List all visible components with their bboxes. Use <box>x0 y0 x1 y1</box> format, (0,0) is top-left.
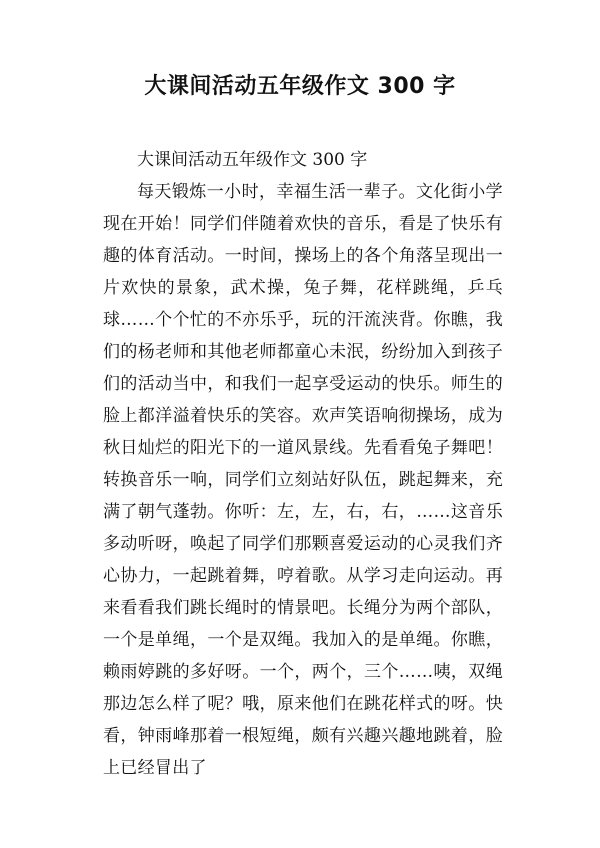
document-subtitle: 大课间活动五年级作文 300 字 <box>137 150 368 170</box>
body-paragraph: 每天锻炼一小时，幸福生活一辈子。文化街小学现在开始！同学们伴随着欢快的音乐，看是了快乐有趣的体育活动。一时间，操场上的各个角落呈现出一片欢快的景象，武术操，兔子舞，花样跳绳，乒乓球……个个忙的不亦乐乎，玩的汗流浃背。你瞧，我们的杨老师和其他老师都童心未泯，纷纷加入到孩子们的活动当中，和我们一起享受运动的快乐。师生的脸上都洋溢着快乐的笑容。欢声笑语响彻操场，成为秋日灿烂的阳光下的一道风景线。先看看兔子舞吧！转换音乐一响，同学们立刻站好队伍，跳起舞来，充满了朝气蓬勃。你听：左，左，右，右，……这音乐多动听呀，唤起了同学们那颗喜爱运动的心灵我们齐心协力，一起跳着舞，哼着歌。从学习走向运动。再来看看我们跳长绳时的情景吧。长绳分为两个部队，一个是单绳，一个是双绳。我加入的是单绳。你瞧，赖雨婷跳的多好呀。一个，两个，三个……咦，双绳那边怎么样了呢？哦，原来他们在跳花样式的呀。快看，钟雨峰那着一根短绳，颇有兴趣兴趣地跳着，脸上已经冒出了 <box>103 182 503 778</box>
document-body <box>103 144 503 784</box>
document-title: 大课间活动五年级作文 300 字 <box>144 74 456 99</box>
